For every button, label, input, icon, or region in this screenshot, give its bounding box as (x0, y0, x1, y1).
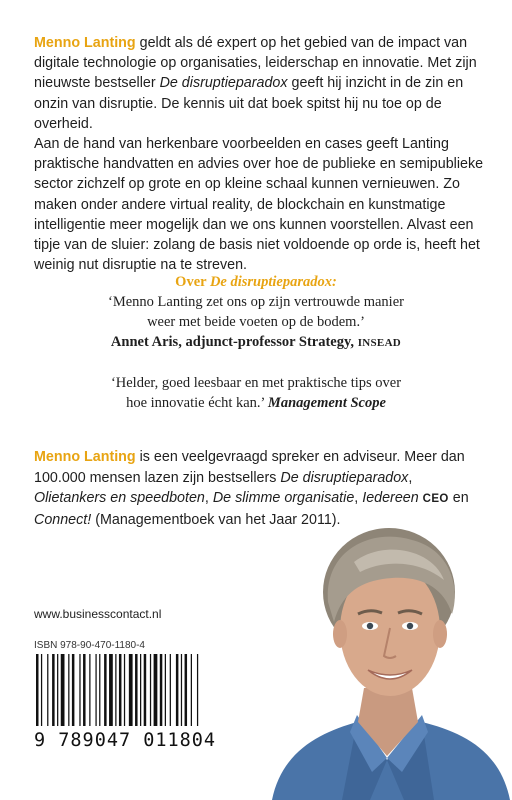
barcode-bar (154, 654, 158, 726)
author-name: Menno Lanting (34, 35, 136, 51)
publisher-url: www.businesscontact.nl (34, 607, 162, 621)
barcode-bar (140, 654, 141, 726)
quote-source: Annet Aris, adjunct-professor Strategy, INSEAD (110, 334, 402, 350)
barcode-bar (36, 654, 39, 726)
barcode-bar (72, 654, 75, 726)
barcode-bar (89, 654, 90, 726)
barcode (34, 654, 232, 726)
quote-line: ‘Helder, goed leesbaar en met praktische tips over (110, 375, 402, 391)
barcode-bar (115, 654, 116, 726)
barcode-bar (79, 654, 80, 726)
barcode-bar (68, 654, 69, 726)
quote-line: weer met beide voeten op de bodem.’ (147, 314, 365, 330)
author-bio: Menno Lanting is een veelgevraagd spreker en adviseur. Meer dan 100.000 mensen lazen zijn bestsellers De disruptieparadox, Olietankers en speedboten, De slimme organisatie, Iedereen CEO en Connect! (Managementboek van het Jaar 2011). (34, 449, 469, 528)
barcode-bar (165, 654, 166, 726)
barcode-bar (41, 654, 42, 726)
blurb-text: geldt als dé expert op het gebied van de impact van digitale technologie op organisaties, leiderschap en innovatie. Met zijn nieuwste bestseller (34, 35, 477, 92)
book-title: De disruptieparadox (159, 75, 288, 92)
back-cover-blurb (34, 33, 484, 275)
quote-source: Management Scope (267, 395, 386, 411)
barcode-bar (150, 654, 151, 726)
ean-digits: 9 789047 011804 (34, 730, 217, 751)
barcode-bar (52, 654, 55, 726)
barcode-bar (176, 654, 179, 726)
barcode-bar (124, 654, 125, 726)
barcode-bar (170, 654, 171, 726)
barcode-bar (61, 654, 65, 726)
book-title: Olietankers en speedboten (34, 490, 205, 507)
barcode-bar (83, 654, 86, 726)
quotes-heading: Over De disruptieparadox: (175, 274, 337, 290)
barcode-bar (129, 654, 133, 726)
blurb-text: geeft hij inzicht in de zin en onzin van disruptie. De kennis uit dat boek spitst hij nu toe op de overheid. (34, 75, 464, 132)
barcode-bar (95, 654, 96, 726)
quote-line: ‘Menno Lanting zet ons op zijn vertrouwde manier (108, 294, 404, 310)
barcode-bar (185, 654, 188, 726)
book-title: De slimme organisatie (212, 490, 355, 507)
barcode-bar (57, 654, 58, 726)
barcode-bar (191, 654, 192, 726)
book-title: De disruptieparadox (280, 469, 409, 486)
quote-line: hoe innovatie écht kan.’ Management Scope (126, 395, 386, 411)
book-title: Connect! (34, 511, 92, 528)
barcode-bar (144, 654, 147, 726)
barcode-bar (181, 654, 182, 726)
barcode-bar (104, 654, 107, 726)
barcode-bar (119, 654, 122, 726)
isbn-label: ISBN 978-90-470-1180-4 (34, 640, 145, 651)
barcode-bar (109, 654, 113, 726)
barcode-bar (135, 654, 138, 726)
barcode-bar (160, 654, 163, 726)
book-title: Iedereen CEO (362, 490, 449, 507)
barcode-bar (99, 654, 100, 726)
barcode-bar (197, 654, 198, 726)
review-quotes (20, 272, 492, 413)
blurb-paragraph: Aan de hand van herkenbare voorbeelden en cases geeft Lanting praktische handvatten en advies over hoe de publieke en semipublieke sector zichzelf op grote en op kleine schaal kunnen vernieuwen. Zo maken onder andere virtual reality, de blockchain en kunstmatige intelligentie meer mogelijk dan we ons kunnen voorstellen. Alvast een tipje van de sluier: zolang de basis niet voldoende op orde is, heeft het weinig nut disruptie na te streven. (34, 136, 484, 274)
barcode-bar (47, 654, 48, 726)
author-portrait (262, 510, 512, 800)
author-name: Menno Lanting (34, 449, 136, 465)
